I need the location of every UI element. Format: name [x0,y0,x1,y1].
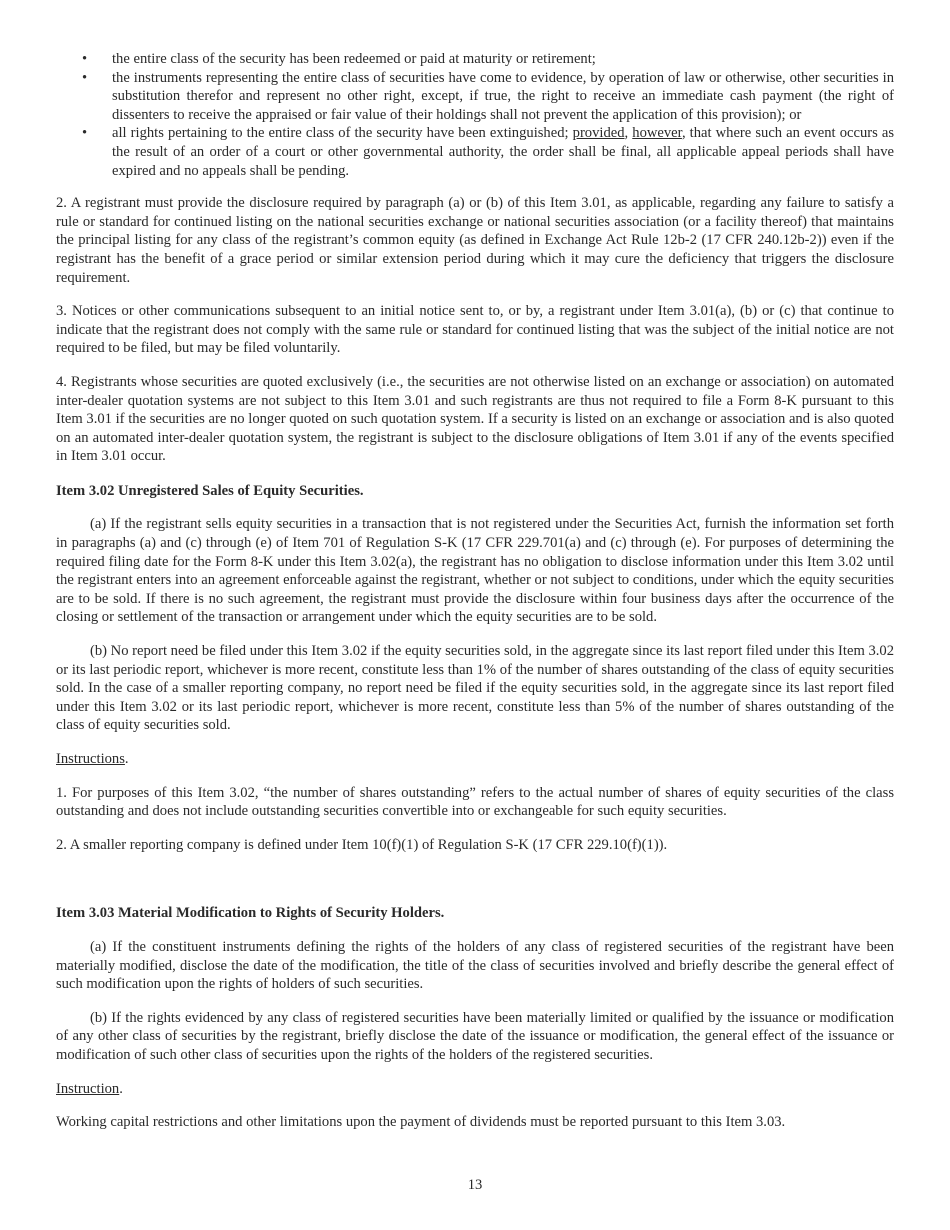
bullet-icon: • [82,69,88,86]
paragraph-item-302-b: (b) No report need be filed under this Item 3.02 if the equity securities sold, in the aggregate since its last report filed under this Item 3.02 or its last periodic report, whichever is more recent, constitute less than 1% of the number of shares outstanding of the class of equity securities sold. In the case of a smaller reporting company, no report need be filed if the equity securities sold, in the aggregate since its last report filed under this Item 3.02 or its last periodic report, whichever is more recent, constitute less than 5% of the number of shares outstanding of the class of equity securities sold. [56,643,894,734]
section-heading-item-303: Item 3.03 Material Modification to Rights of Security Holders. [56,905,445,922]
list-item [56,69,894,125]
bullet-icon: • [82,125,88,142]
list-item [56,124,894,180]
instruction-item-302-2: 2. A smaller reporting company is defined under Item 10(f)(1) of Regulation S-K (17 CFR 229.10(f)(1)). [56,836,668,853]
underlined-term: however [632,125,682,142]
bullet-icon: • [82,51,88,67]
bullet-text: the entire class of the security has been redeemed or paid at maturity or retirement; [112,51,596,67]
paragraph-item-301-note-4: 4. Registrants whose securities are quoted exclusively (i.e., the securities are not otherwise listed on an exchange or association) on automated inter-dealer quotation systems are not subject to this Item 3.01 and such registrants are thus not required to file a Form 8-K pursuant to this Item 3.01 if the securities are no longer quoted on such quotation system. If a security is listed on an exchange or association and is also quoted on an automated inter-dealer quotation system, the registrant is subject to the disclosure obligations of Item 3.01 if any of the events specified in Item 3.01 occur. [56,373,894,465]
paragraph-item-301-note-2: 2. A registrant must provide the disclosure required by paragraph (a) or (b) of this Item 3.01, as applicable, regarding any failure to satisfy a rule or standard for continued listing on the national securities exchange or national securities association (or a facility thereof) that maintains the principal listing for any class of the registrant’s common equity (as defined in Exchange Act Rule 12b-2 (17 CFR 240.12b-2)) even if the registrant has the benefit of a grace period or similar extension period during which it may cure the deficiency that triggers the disclosure requirement. [56,195,894,286]
instruction-item-302-1: 1. For purposes of this Item 3.02, “the number of shares outstanding” refers to the actual number of shares of equity securities of the class outstanding and does not include outstanding securities convertible into or exchangeable for such equity securities. [56,784,894,820]
section-heading-item-302: Item 3.02 Unregistered Sales of Equity Securities. [56,482,364,499]
paragraph-item-302-a: (a) If the registrant sells equity securities in a transaction that is not registered under the Securities Act, furnish the information set forth in paragraphs (a) and (c) through (e) of Item 701 of Regulation S-K (17 CFR 229.701(a) and (c) through (e). For purposes of determining the required filing date for the Form 8-K under this Item 3.02(a), the registrant has no obligation to disclose information under this Item 3.02 until the registrant enters into an agreement enforceable against the registrant, whether or not subject to conditions, under which the equity securities are to be sold. If there is no such agreement, the registrant must provide the disclosure within four business days after the occurrence of the closing or settlement of the transaction or arrangement under which the equity securities are to be sold. [56,516,894,626]
instruction-item-303: Working capital restrictions and other limitations upon the payment of dividends must be reported pursuant to this Item 3.03. [56,1114,786,1131]
document-page [56,50,894,1132]
bullet-text: the instruments representing the entire class of securities have come to evidence, by operation of law or otherwise, other securities in substitution therefor and represent no other right, except, if true, the right to receive an immediate cash payment (the right of dissenters to receive the appraised or fair value of their holdings shall not prevent the application of this provision); or [112,69,894,123]
bullet-list [56,50,894,180]
bullet-text: all rights pertaining to the entire class of the security have been extinguished; provided, however, that where such an event occurs as the result of an order of a court or other governmental authority, the order shall be final, all applicable appeal periods shall have expired and no appeals shall be pending. [112,125,895,179]
paragraph-item-303-a: (a) If the constituent instruments defining the rights of the holders of any class of registered securities of the registrant have been materially modified, disclose the date of the modification, the title of the class of securities involved and briefly describe the general effect of such modification upon the rights of holders of such securities. [56,938,894,993]
paragraph-item-301-note-3: 3. Notices or other communications subsequent to an initial notice sent to, or by, a registrant under Item 3.01(a), (b) or (c) that continue to indicate that the registrant does not comply with the same rule or standard for continued listing that was the subject of the initial notice are not required to be filed, but may be filed voluntarily. [56,303,894,357]
underlined-term: provided [572,125,625,142]
paragraph-item-303-b: (b) If the rights evidenced by any class of registered securities have been materially limited or qualified by the issuance or modification of any other class of securities by the registrant, briefly disclose the date of the issuance or modification, the general effect of the issuance or modification of such other class of securities upon the rights of the holders of the registered securities. [56,1009,894,1063]
page-number: 13 [467,1177,483,1193]
instruction-label: Instruction. [56,1080,123,1097]
instructions-label: Instructions. [56,751,129,767]
list-item [56,50,894,69]
